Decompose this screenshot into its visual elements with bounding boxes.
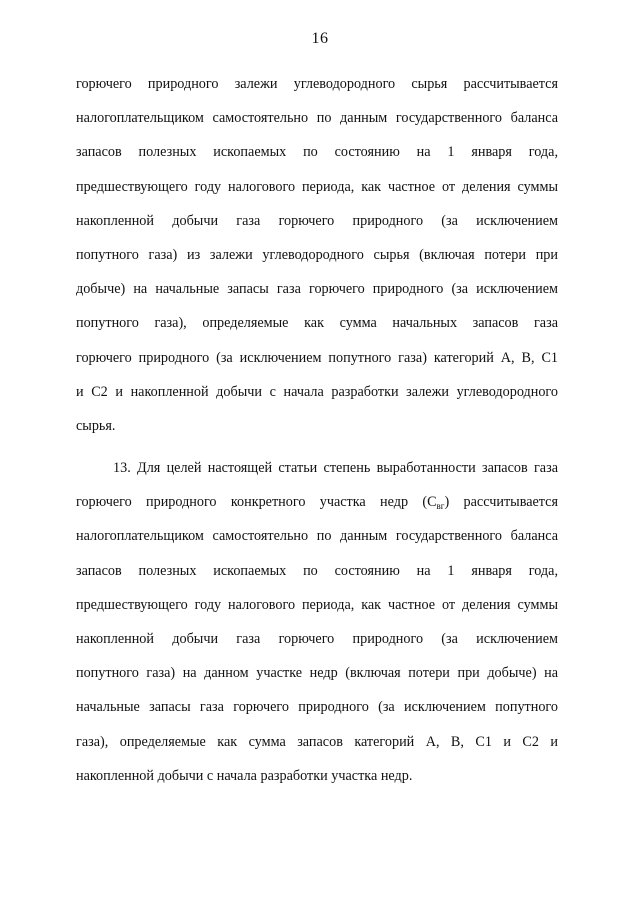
text-line: предшествующего году налогового периода, как частное от деления суммы (76, 596, 558, 613)
text-line: накопленной добычи газа горючего природного (за исключением (76, 630, 558, 647)
text-line: попутного газа) из залежи углеводородного сырья (включая потери при (76, 246, 558, 263)
text-line: запасов полезных ископаемых по состоянию на 1 января года, (76, 562, 558, 579)
text-line: и С2 и накопленной добычи с начала разработки залежи углеводородного (76, 383, 558, 400)
text-line: добыче) на начальные запасы газа горючего природного (за исключением (76, 281, 558, 298)
text-line: 13. Для целей настоящей статьи степень выработанности запасов газа (113, 460, 558, 476)
paragraph-13 (76, 458, 558, 800)
text-line: накопленной добычи газа горючего природного (за исключением (76, 212, 558, 229)
text-line: горючего природного (за исключением попутного газа) категорий А, В, С1 (76, 349, 558, 366)
text-line: запасов полезных ископаемых по состоянию на 1 января года, (76, 144, 558, 161)
text-line: налогоплательщиком самостоятельно по данным государственного баланса (76, 110, 558, 127)
text-line: начальные запасы газа горючего природного (за исключением попутного (76, 699, 558, 716)
text-line: накопленной добычи с начала разработки участка недр. (76, 767, 413, 784)
text-line-with-subscript (76, 492, 558, 526)
paragraph-12-continuation (76, 74, 558, 450)
text-fragment: горючего природного конкретного участка недр (С (76, 494, 437, 511)
text-line: попутного газа), определяемые как сумма начальных запасов газа (76, 315, 558, 332)
text-line: сырья. (76, 417, 116, 434)
text-fragment: ) рассчитывается (444, 494, 558, 511)
subscript-vg: вг (436, 501, 445, 512)
text-line: горючего природного залежи углеводородного сырья рассчитывается (76, 76, 558, 92)
text-line: газа), определяемые как сумма запасов категорий А, В, С1 и С2 и (76, 733, 558, 750)
page-number: 16 (311, 30, 329, 47)
text-line: попутного газа) на данном участке недр (включая потери при добыче) на (76, 665, 558, 682)
text-line: налогоплательщиком самостоятельно по данным государственного баланса (76, 528, 558, 545)
text-line: предшествующего году налогового периода, как частное от деления суммы (76, 178, 558, 195)
